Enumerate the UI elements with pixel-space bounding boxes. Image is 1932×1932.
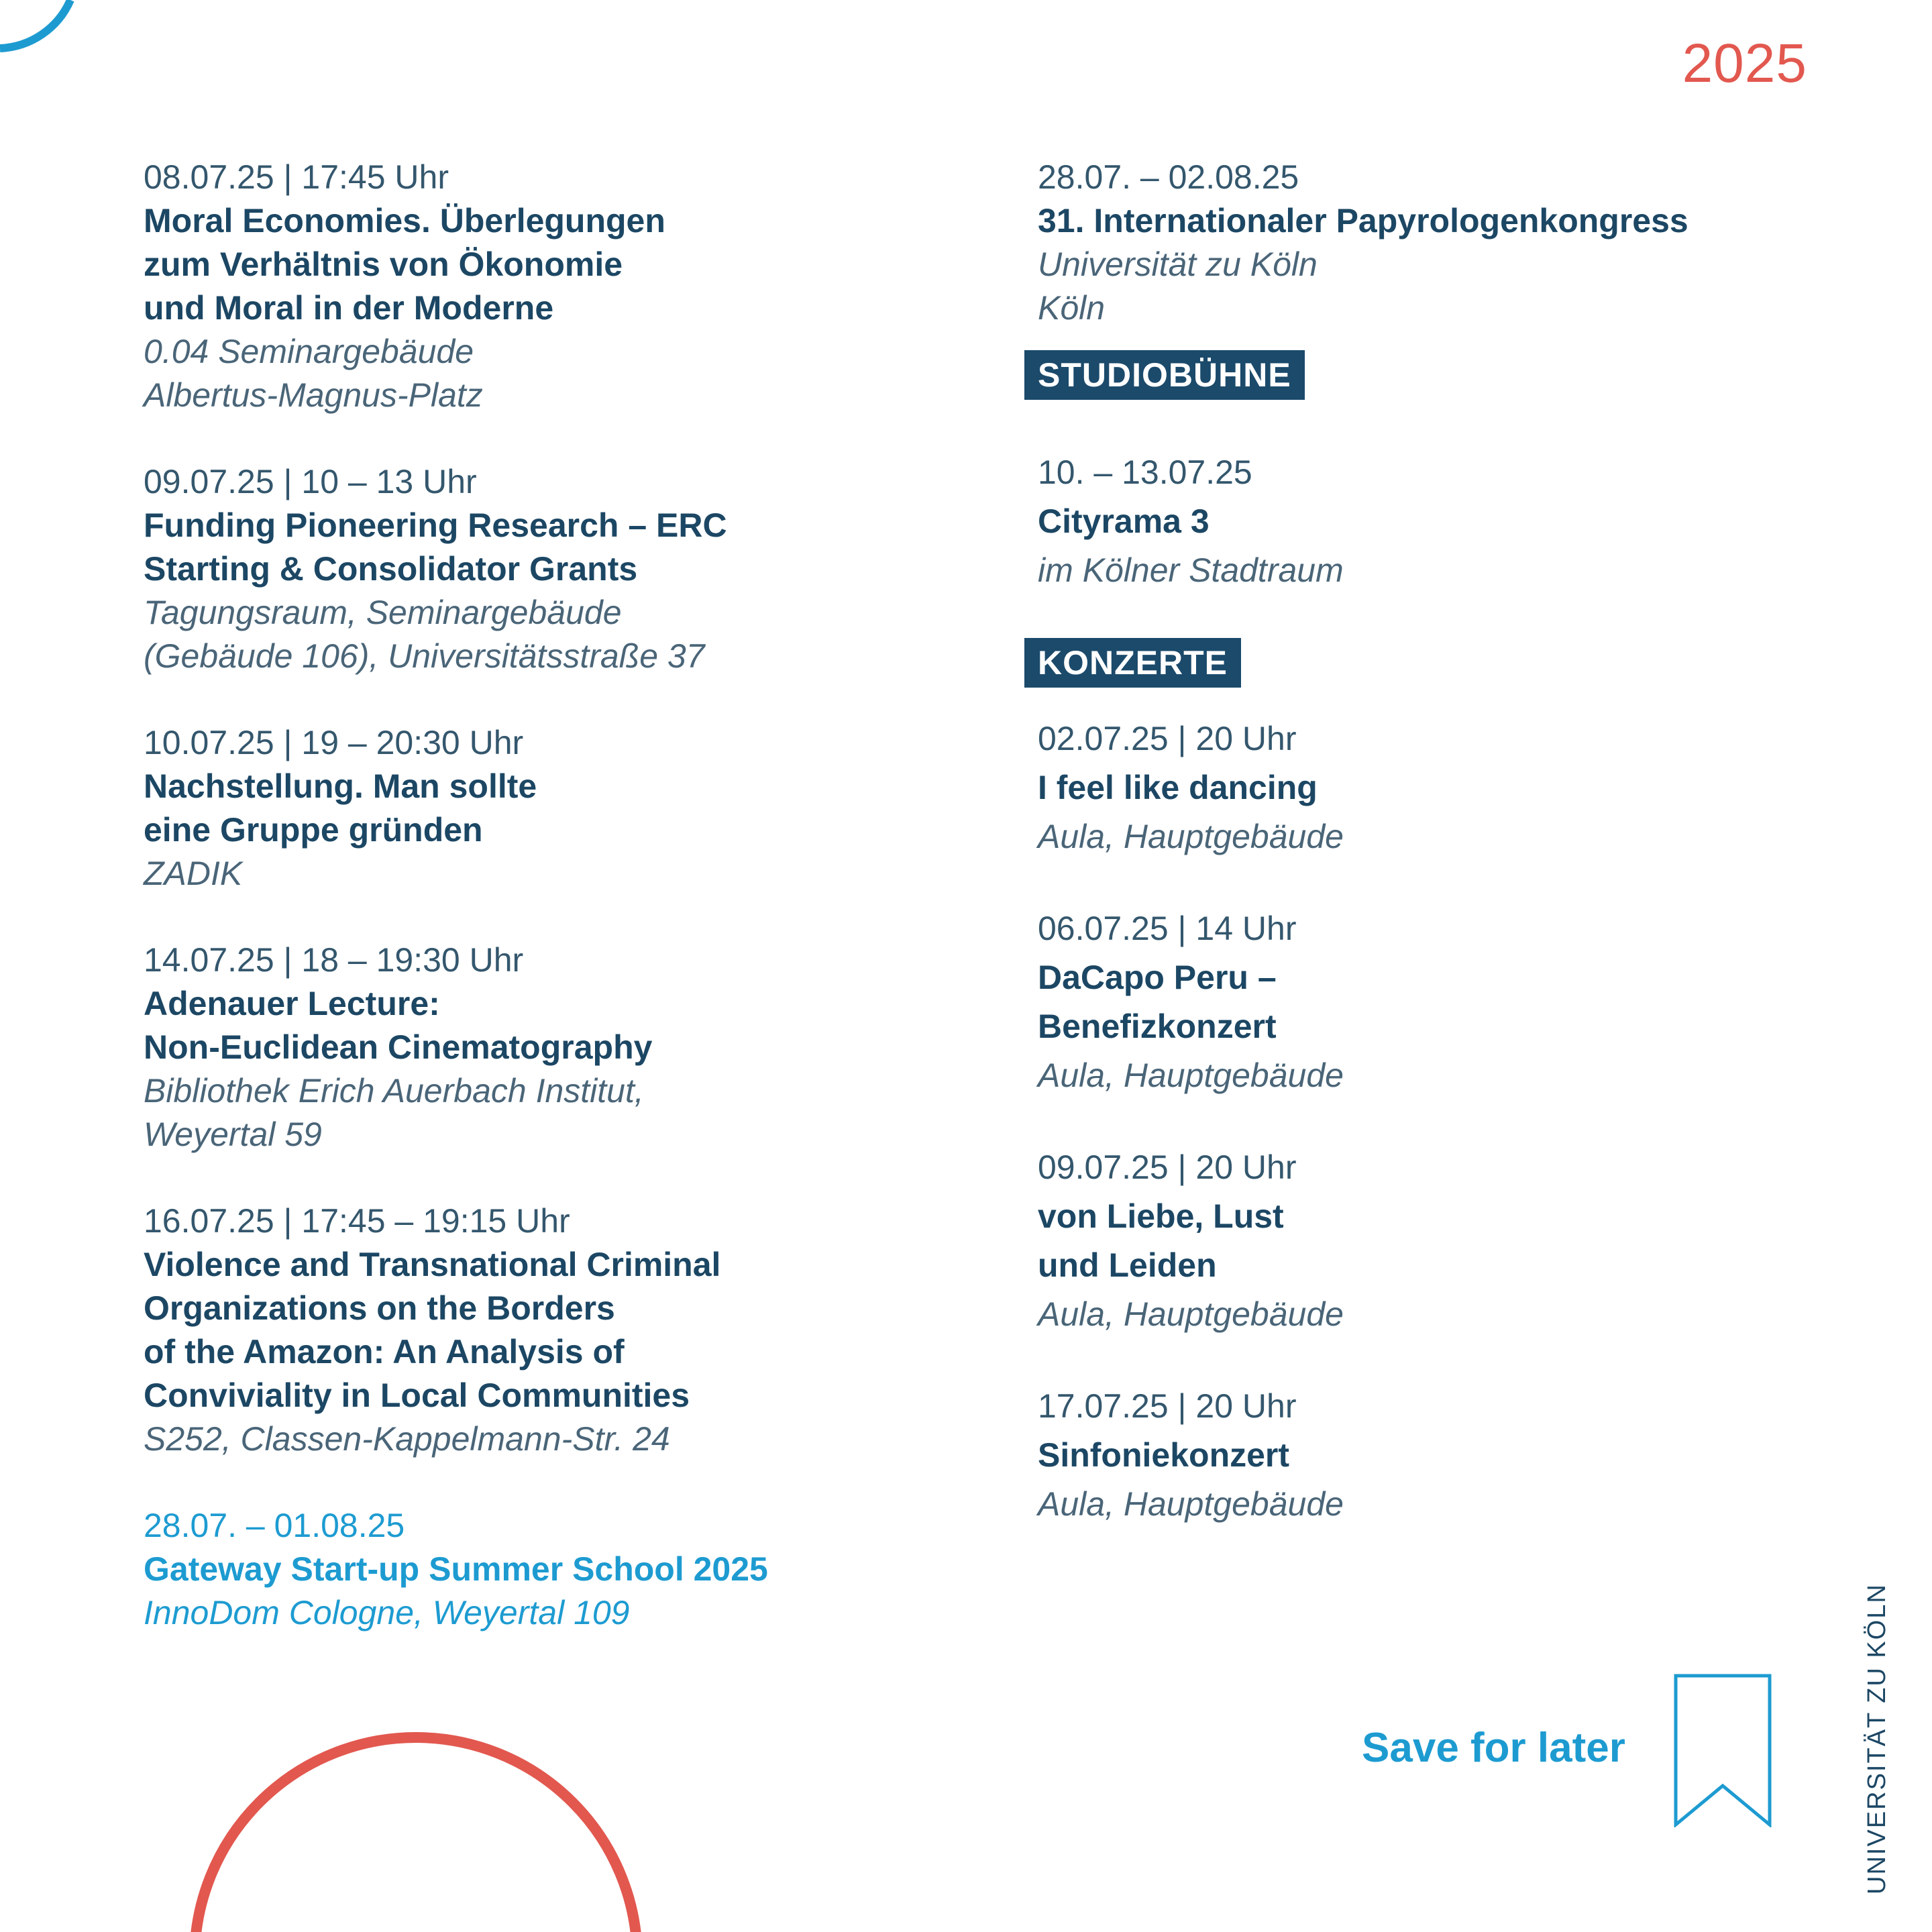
event-location: S252, Classen-Kappelmann-Str. 24	[144, 1420, 670, 1458]
event-location: ZADIK	[144, 855, 243, 892]
event-date: 10. – 13.07.25	[1038, 453, 1252, 491]
event-title: 31. Internationaler Papyrologenkongress	[1038, 202, 1688, 239]
section-label: KONZERTE	[1024, 638, 1241, 688]
event-item	[144, 1199, 1002, 1461]
year-label: 2025	[1682, 33, 1807, 94]
section-label: STUDIOBÜHNE	[1024, 350, 1305, 400]
event-location: Bibliothek Erich Auerbach Institut, Weyertal 59	[144, 1072, 644, 1153]
event-location: Aula, Hauptgebäude	[1038, 1485, 1344, 1523]
event-location: Aula, Hauptgebäude	[1038, 818, 1344, 855]
section-heading-konzerte	[1038, 638, 1809, 688]
event-date: 10.07.25 | 19 – 20:30 Uhr	[144, 724, 524, 761]
event-location: 0.04 Seminargebäude Albertus-Magnus-Platz	[144, 333, 483, 414]
event-title: von Liebe, Lust und Leiden	[1038, 1197, 1284, 1284]
event-item	[1038, 448, 1809, 595]
event-location: Aula, Hauptgebäude	[1038, 1295, 1344, 1333]
event-title: Nachstellung. Man sollte eine Gruppe gründen	[144, 767, 537, 849]
event-location: im Kölner Stadtraum	[1038, 551, 1344, 589]
bookmark-icon[interactable]	[1673, 1673, 1774, 1827]
event-item	[1038, 1143, 1809, 1339]
event-title: Violence and Transnational Criminal Organizations on the Borders of the Amazon: An Analysis of Conviviality in Local Communities	[144, 1246, 721, 1414]
section-heading-studiobuehne	[1038, 350, 1809, 400]
event-item-highlighted	[144, 1504, 1002, 1635]
event-date: 08.07.25 | 17:45 Uhr	[144, 158, 449, 196]
event-title: Gateway Start-up Summer School 2025	[144, 1550, 768, 1588]
event-item	[144, 156, 1002, 417]
event-item	[144, 938, 1002, 1157]
event-date: 09.07.25 | 20 Uhr	[1038, 1148, 1297, 1186]
event-date: 17.07.25 | 20 Uhr	[1038, 1387, 1297, 1425]
event-item	[1038, 714, 1809, 861]
event-title: Cityrama 3	[1038, 502, 1210, 540]
event-title: Sinfoniekonzert	[1038, 1436, 1290, 1474]
event-item	[1038, 904, 1809, 1100]
bottom-circle-decoration	[174, 1717, 657, 1932]
event-title: Funding Pioneering Research – ERC Starting & Consolidator Grants	[144, 506, 727, 588]
event-item	[144, 721, 1002, 896]
university-brand-label: UNIVERSITÄT ZU KÖLN	[1863, 1583, 1891, 1894]
left-event-column	[144, 156, 1002, 1678]
event-location: InnoDom Cologne, Weyertal 109	[144, 1594, 630, 1631]
right-event-column	[1038, 156, 1809, 1572]
event-location: Aula, Hauptgebäude	[1038, 1057, 1344, 1094]
event-item	[1038, 156, 1809, 330]
top-left-arc-decoration	[0, 0, 94, 67]
event-date: 09.07.25 | 10 – 13 Uhr	[144, 463, 477, 500]
event-date: 02.07.25 | 20 Uhr	[1038, 720, 1297, 757]
event-title: I feel like dancing	[1038, 769, 1318, 806]
event-item	[1038, 1382, 1809, 1529]
event-date: 28.07. – 01.08.25	[144, 1507, 405, 1544]
save-for-later-link[interactable]: Save for later	[1362, 1725, 1625, 1771]
event-title: Moral Economies. Überlegungen zum Verhältnis von Ökonomie und Moral in der Moderne	[144, 202, 665, 327]
event-item	[144, 460, 1002, 678]
event-title: DaCapo Peru – Benefizkonzert	[1038, 959, 1277, 1045]
event-location: Tagungsraum, Seminargebäude (Gebäude 106), Universitätsstraße 37	[144, 594, 705, 675]
event-date: 14.07.25 | 18 – 19:30 Uhr	[144, 941, 524, 979]
event-location: Universität zu Köln Köln	[1038, 246, 1318, 327]
event-title: Adenauer Lecture: Non-Euclidean Cinematography	[144, 985, 653, 1066]
event-date: 28.07. – 02.08.25	[1038, 158, 1299, 196]
event-date: 16.07.25 | 17:45 – 19:15 Uhr	[144, 1202, 570, 1240]
event-date: 06.07.25 | 14 Uhr	[1038, 910, 1297, 947]
